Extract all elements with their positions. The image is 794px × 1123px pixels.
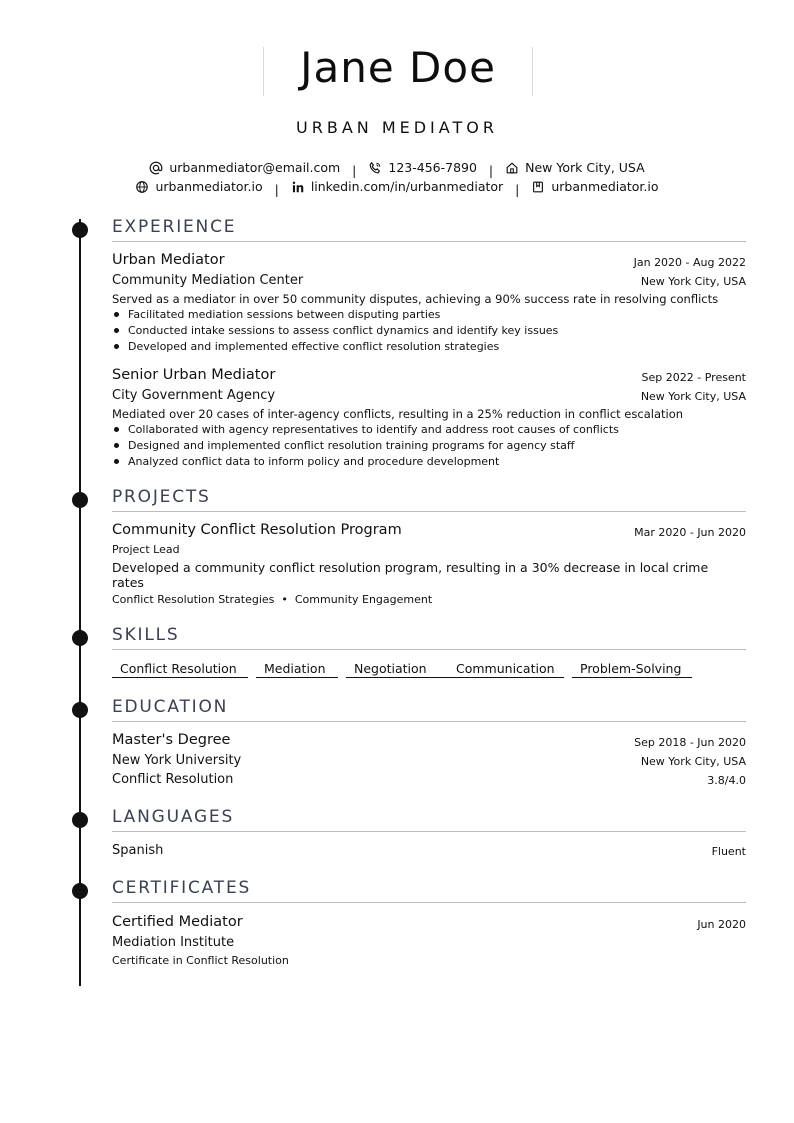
project-desc-row (112, 575, 746, 592)
skill-tag: Conflict Resolution (112, 661, 248, 678)
project-name: Community Conflict Resolution Program (112, 522, 402, 538)
job-summary: Served as a mediator in over 50 community disputes, achieving a 90% success rate in resolving conflicts (112, 292, 719, 306)
timeline-dot (72, 222, 88, 238)
certificate-issuer-row (112, 935, 746, 953)
section-divider (112, 721, 746, 722)
linkedin-icon (291, 180, 305, 194)
website-text: urbanmediator.io (155, 179, 263, 194)
job-org: City Government Agency (112, 388, 276, 403)
language: Spanish (112, 843, 164, 858)
contact-separator: | (488, 162, 494, 178)
education-section (112, 696, 746, 796)
bookmark-icon (531, 180, 545, 194)
field-of-study: Conflict Resolution (112, 772, 234, 787)
certificate-name: Certified Mediator (112, 914, 243, 930)
timeline-dot (72, 812, 88, 828)
job-header (112, 367, 746, 387)
skills-section (112, 624, 746, 684)
education-field-row (112, 772, 746, 790)
list-item: Developed and implemented effective conflict resolution strategies (112, 340, 499, 353)
timeline-dot (72, 702, 88, 718)
timeline-line (79, 219, 81, 986)
project-header (112, 522, 746, 542)
job-title: URBAN MEDIATOR (296, 118, 498, 137)
job-location: New York City, USA (640, 275, 746, 288)
section-divider (112, 902, 746, 903)
section-heading: CERTIFICATES (112, 878, 252, 898)
certificate-header (112, 914, 746, 934)
certificate-detail-row (112, 954, 746, 970)
section-heading: EXPERIENCE (112, 217, 237, 237)
contact-website[interactable] (135, 179, 262, 194)
education-school-row (112, 753, 746, 771)
portfolio-text: urbanmediator.io (551, 179, 659, 194)
list-item: Designed and implemented conflict resolution training programs for agency staff (112, 439, 575, 452)
gpa: 3.8/4.0 (707, 774, 746, 787)
skill-tag: Mediation (256, 661, 338, 678)
section-heading: LANGUAGES (112, 807, 235, 827)
job-org-row (112, 273, 746, 291)
location-text: New York City, USA (525, 160, 645, 175)
language-row (112, 843, 746, 861)
section-heading: EDUCATION (112, 697, 229, 717)
list-item: Conducted intake sessions to assess conflict dynamics and identify key issues (112, 324, 558, 337)
project-dates: Mar 2020 - Jun 2020 (634, 526, 746, 539)
education-dates: Sep 2018 - Jun 2020 (634, 736, 746, 749)
name-frame (263, 43, 533, 96)
contact-portfolio[interactable] (531, 179, 658, 194)
skill-tag: Problem-Solving (572, 661, 692, 678)
job-role: Senior Urban Mediator (112, 367, 276, 383)
certificate-detail: Certificate in Conflict Resolution (112, 954, 289, 967)
section-divider (112, 649, 746, 650)
home-icon (505, 161, 519, 175)
contact-phone[interactable] (368, 160, 477, 175)
education-location: New York City, USA (640, 755, 746, 768)
contact-separator: | (274, 181, 279, 197)
job-dates: Sep 2022 - Present (641, 371, 746, 384)
contact-line-2 (0, 179, 794, 197)
certificates-section (112, 877, 746, 977)
section-heading: PROJECTS (112, 487, 211, 507)
contact-line-1 (0, 160, 794, 178)
project-role: Project Lead (112, 543, 180, 556)
contact-email[interactable] (149, 160, 340, 175)
contact-separator: | (352, 162, 357, 178)
job-role: Urban Mediator (112, 252, 225, 268)
job-header (112, 252, 746, 272)
skills-list (112, 661, 746, 681)
email-text: urbanmediator@email.com (169, 160, 341, 175)
project-desc-line: rates (112, 575, 144, 590)
section-divider (112, 831, 746, 832)
timeline-dot (72, 883, 88, 899)
list-item: Analyzed conflict data to inform policy and procedure development (112, 455, 499, 468)
job-summary-row (112, 292, 746, 308)
timeline-dot (72, 630, 88, 646)
education-header (112, 732, 746, 752)
phone-icon (368, 161, 382, 175)
skill-tag: Negotiation (346, 661, 448, 678)
job-org: Community Mediation Center (112, 273, 304, 288)
contact-location (505, 160, 645, 175)
section-heading: SKILLS (112, 625, 180, 645)
list-item: Collaborated with agency representatives to identify and address root causes of conflicts (112, 423, 619, 436)
globe-icon (135, 180, 149, 194)
certificate-date: Jun 2020 (697, 918, 746, 931)
contact-linkedin[interactable] (291, 179, 503, 194)
experience-section (112, 216, 746, 476)
projects-section (112, 486, 746, 612)
language-level: Fluent (711, 845, 746, 858)
person-name: Jane Doe (300, 43, 496, 92)
certificate-issuer: Mediation Institute (112, 935, 235, 950)
job-summary: Mediated over 20 cases of inter-agency conflicts, resulting in a 25% reduction in conflict escalation (112, 407, 684, 421)
contact-separator: | (515, 181, 520, 197)
list-item: Facilitated mediation sessions between disputing parties (112, 308, 440, 321)
project-role-row (112, 543, 746, 559)
timeline-dot (72, 492, 88, 508)
degree: Master's Degree (112, 732, 231, 748)
job-location: New York City, USA (640, 390, 746, 403)
phone-text: 123-456-7890 (388, 160, 477, 175)
school: New York University (112, 753, 242, 768)
skill-tag: Communication (448, 661, 564, 678)
project-tags-row (112, 593, 746, 609)
section-divider (112, 241, 746, 242)
project-desc-line: Developed a community conflict resolution program, resulting in a 30% decrease in local crime (112, 560, 709, 575)
linkedin-text: linkedin.com/in/urbanmediator (310, 179, 504, 194)
section-divider (112, 511, 746, 512)
at-icon (149, 161, 163, 175)
job-dates: Jan 2020 - Aug 2022 (633, 256, 746, 269)
languages-section (112, 806, 746, 866)
project-tags: Conflict Resolution Strategies • Community Engagement (112, 593, 433, 606)
job-org-row (112, 388, 746, 406)
job-summary-row (112, 407, 746, 423)
